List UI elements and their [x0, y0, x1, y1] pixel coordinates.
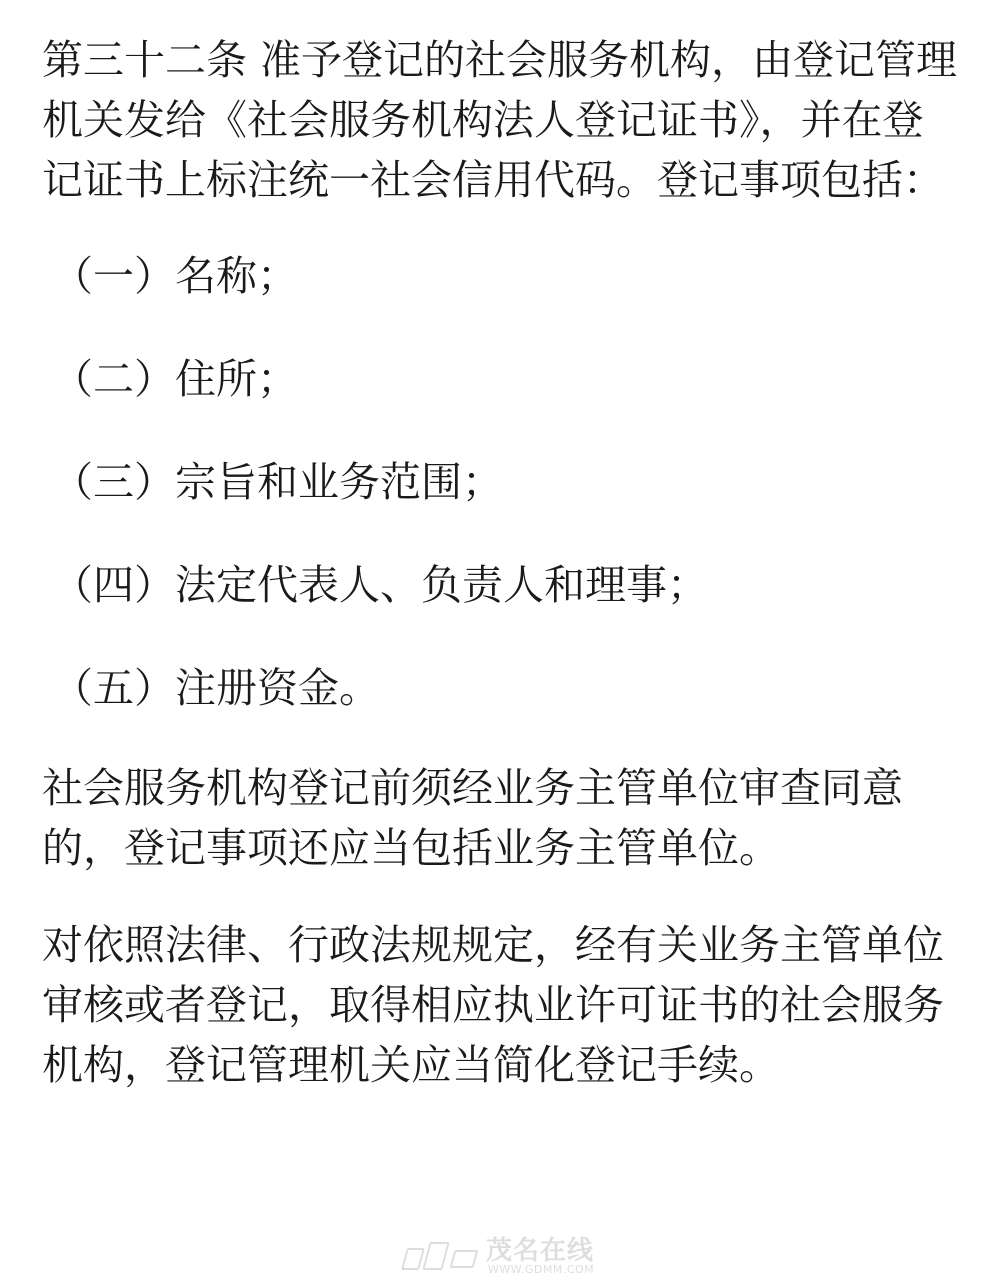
list-item: （四）法定代表人、负责人和理事； — [52, 561, 708, 609]
site-watermark — [398, 1236, 618, 1278]
watermark-logo-icon — [404, 1238, 484, 1274]
simplified-procedure-paragraph: 对依照法律、行政法规规定，经有关业务主管单位审核或者登记，取得相应执业许可证书的社会服务机构，登记管理机关应当简化登记手续。 — [42, 921, 944, 1089]
list-item: （三）宗旨和业务范围； — [52, 458, 503, 506]
list-item: （一）名称； — [52, 252, 298, 300]
watermark-brand: 茂名在线 — [486, 1236, 595, 1266]
list-item: （二）住所； — [52, 355, 298, 403]
list-item: （五）注册资金。 — [52, 664, 380, 712]
article-body — [42, 30, 962, 1095]
watermark-url: WWW.GDMM.COM — [488, 1263, 595, 1276]
registration-items-list — [42, 246, 962, 718]
article-intro-paragraph: 第三十二条 准予登记的社会服务机构，由登记管理机关发给《社会服务机构法人登记证书》，并在登记证书上标注统一社会信用代码。登记事项包括： — [42, 36, 958, 204]
supervisor-paragraph: 社会服务机构登记前须经业务主管单位审查同意的，登记事项还应当包括业务主管单位。 — [42, 764, 903, 872]
